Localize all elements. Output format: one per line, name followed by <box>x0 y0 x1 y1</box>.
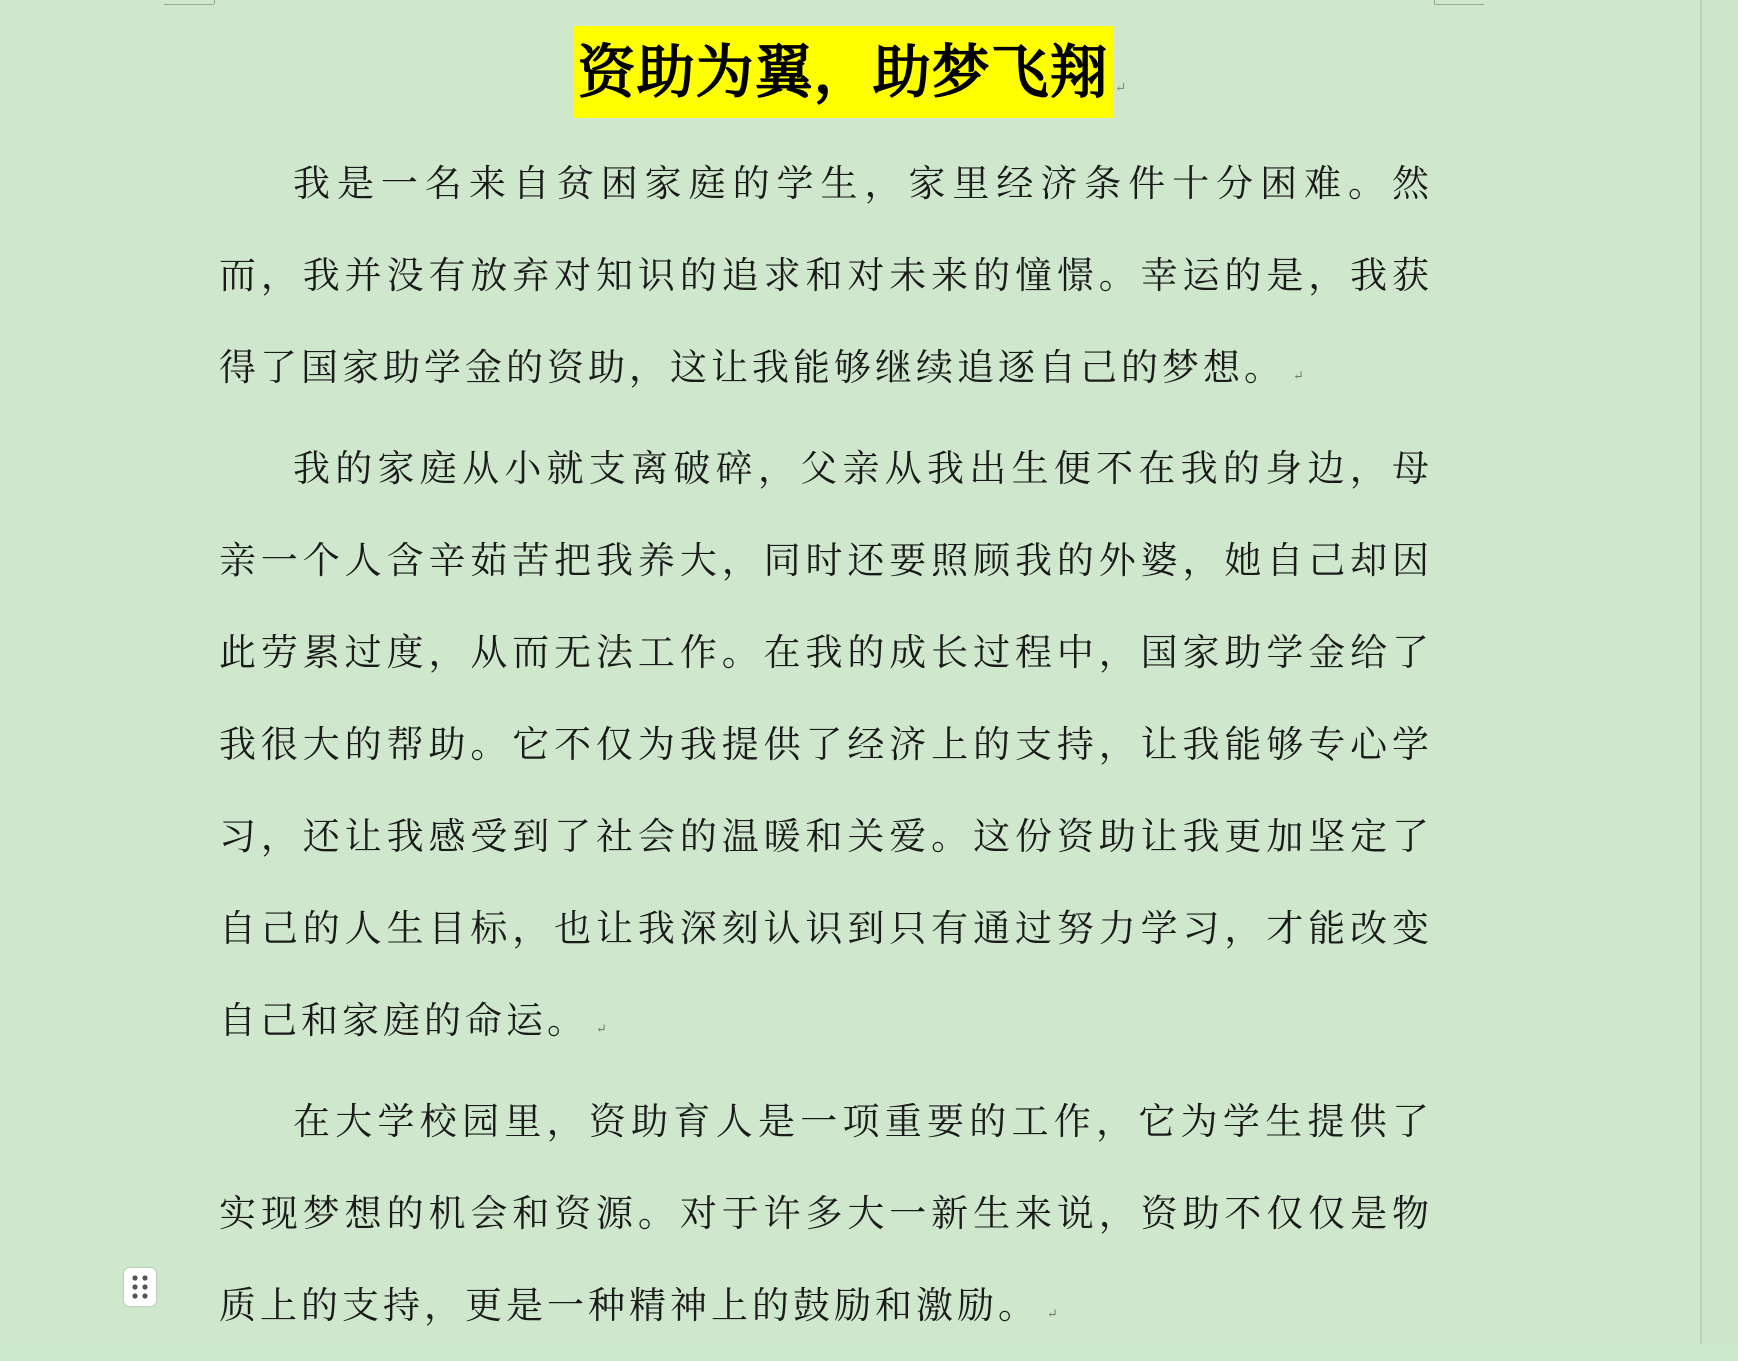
paragraph-mark: ↵ <box>1047 1307 1058 1322</box>
paragraph-1[interactable]: 我是一名来自贫困家庭的学生，家里经济条件十分困难。然而，我并没有放弃对知识的追求和对未来的憧憬。幸运的是，我获得了国家助学金的资助，这让我能够继续追逐自己的梦想。 ↵ <box>219 162 1433 389</box>
paragraph-mark: ↵ <box>1293 369 1304 384</box>
crop-mark-top-left-vertical <box>214 0 216 4</box>
crop-mark-top-right-vertical <box>1434 0 1436 4</box>
crop-mark-top-left <box>164 0 214 5</box>
title-container <box>0 26 1700 118</box>
window-right-edge <box>1700 0 1738 1344</box>
paragraph-2[interactable]: 我的家庭从小就支离破碎，父亲从我出生便不在我的身边，母亲一个人含辛茹苦把我养大，同时还要照顾我的外婆，她自己却因此劳累过度，从而无法工作。在我的成长过程中，国家助学金给了我很大的帮助。它不仅为我提供了经济上的支持，让我能够专心学习，还让我感受到了社会的温暖和关爱。这份资助让我更加坚定了自己的人生目标，也让我深刻认识到只有通过努力学习，才能改变自己和家庭的命运。 ↵ <box>219 447 1433 1042</box>
paragraph-3[interactable]: 在大学校园里，资助育人是一项重要的工作，它为学生提供了实现梦想的机会和资源。对于许多大一新生来说，资助不仅仅是物质上的支持，更是一种精神上的鼓励和激励。 ↵ <box>219 1100 1433 1327</box>
drag-handle-button[interactable] <box>124 1268 156 1306</box>
paragraph-mark: ↵ <box>1114 80 1127 96</box>
document-body[interactable] <box>219 138 1433 1361</box>
drag-handle-icon <box>130 1273 150 1301</box>
paragraph-mark: ↵ <box>596 1022 607 1037</box>
crop-mark-top-right <box>1434 0 1484 5</box>
document-title[interactable]: 资助为翼，助梦飞翔 <box>574 26 1113 118</box>
